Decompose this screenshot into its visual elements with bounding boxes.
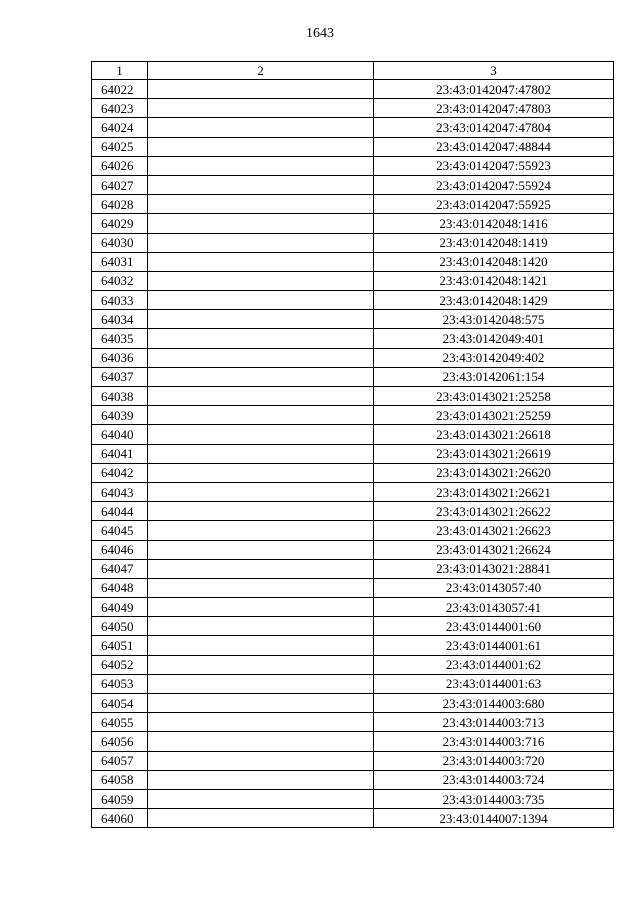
cadastral-number: 23:43:0142048:1416 xyxy=(374,214,614,233)
row-number: 64054 xyxy=(92,694,148,713)
row-number: 64026 xyxy=(92,156,148,175)
row-number: 64027 xyxy=(92,175,148,194)
row-description xyxy=(148,482,374,501)
row-description xyxy=(148,406,374,425)
cadastral-number: 23:43:0144003:680 xyxy=(374,694,614,713)
cadastral-number: 23:43:0143021:25258 xyxy=(374,387,614,406)
cadastral-table xyxy=(91,61,614,828)
table-row xyxy=(92,444,614,463)
row-description xyxy=(148,751,374,770)
cadastral-number: 23:43:0142048:1421 xyxy=(374,271,614,290)
cadastral-number: 23:43:0144003:735 xyxy=(374,789,614,808)
row-number: 64041 xyxy=(92,444,148,463)
cadastral-number: 23:43:0142047:47802 xyxy=(374,80,614,99)
row-number: 64047 xyxy=(92,559,148,578)
row-description xyxy=(148,175,374,194)
row-description xyxy=(148,732,374,751)
cadastral-number: 23:43:0143021:26622 xyxy=(374,502,614,521)
row-number: 64044 xyxy=(92,502,148,521)
page-number: 1643 xyxy=(306,26,334,41)
table-row xyxy=(92,732,614,751)
row-description xyxy=(148,137,374,156)
cadastral-number: 23:43:0142047:55923 xyxy=(374,156,614,175)
row-number: 64057 xyxy=(92,751,148,770)
row-number: 64032 xyxy=(92,271,148,290)
cadastral-number: 23:43:0143057:41 xyxy=(374,598,614,617)
table-row xyxy=(92,482,614,501)
row-description xyxy=(148,214,374,233)
row-number: 64025 xyxy=(92,137,148,156)
row-number: 64038 xyxy=(92,387,148,406)
table-row xyxy=(92,578,614,597)
row-description xyxy=(148,252,374,271)
row-number: 64049 xyxy=(92,598,148,617)
table-row xyxy=(92,502,614,521)
row-number: 64036 xyxy=(92,348,148,367)
row-description xyxy=(148,502,374,521)
row-description xyxy=(148,540,374,559)
table-row xyxy=(92,387,614,406)
table-row xyxy=(92,291,614,310)
cadastral-number: 23:43:0143021:26623 xyxy=(374,521,614,540)
header-col-3: 3 xyxy=(374,62,614,80)
row-number: 64048 xyxy=(92,578,148,597)
table-row xyxy=(92,713,614,732)
table-row xyxy=(92,674,614,693)
table-row xyxy=(92,118,614,137)
cadastral-number: 23:43:0142047:47803 xyxy=(374,99,614,118)
table-row xyxy=(92,156,614,175)
table-row xyxy=(92,99,614,118)
row-number: 64023 xyxy=(92,99,148,118)
table-row xyxy=(92,137,614,156)
table-row xyxy=(92,789,614,808)
cadastral-number: 23:43:0142048:575 xyxy=(374,310,614,329)
row-description xyxy=(148,809,374,828)
row-description xyxy=(148,636,374,655)
row-number: 64046 xyxy=(92,540,148,559)
row-description xyxy=(148,521,374,540)
table-row xyxy=(92,80,614,99)
row-description xyxy=(148,99,374,118)
cadastral-number: 23:43:0144001:60 xyxy=(374,617,614,636)
cadastral-number: 23:43:0143021:26620 xyxy=(374,463,614,482)
row-description xyxy=(148,291,374,310)
row-number: 64040 xyxy=(92,425,148,444)
cadastral-number: 23:43:0142047:55925 xyxy=(374,195,614,214)
table-row xyxy=(92,655,614,674)
cadastral-number: 23:43:0144003:720 xyxy=(374,751,614,770)
table-row xyxy=(92,406,614,425)
row-description xyxy=(148,367,374,386)
cadastral-number: 23:43:0144007:1394 xyxy=(374,809,614,828)
row-number: 64051 xyxy=(92,636,148,655)
cadastral-number: 23:43:0143021:28841 xyxy=(374,559,614,578)
row-description xyxy=(148,233,374,252)
table-row xyxy=(92,310,614,329)
table-row xyxy=(92,751,614,770)
header-col-1: 1 xyxy=(92,62,148,80)
cadastral-number: 23:43:0142048:1429 xyxy=(374,291,614,310)
row-number: 64030 xyxy=(92,233,148,252)
row-description xyxy=(148,559,374,578)
row-description xyxy=(148,770,374,789)
table-row xyxy=(92,271,614,290)
table-row xyxy=(92,521,614,540)
row-number: 64035 xyxy=(92,329,148,348)
row-description xyxy=(148,118,374,137)
row-description xyxy=(148,329,374,348)
row-description xyxy=(148,463,374,482)
table-row xyxy=(92,559,614,578)
row-description xyxy=(148,80,374,99)
table-row xyxy=(92,694,614,713)
row-number: 64056 xyxy=(92,732,148,751)
row-number: 64033 xyxy=(92,291,148,310)
cadastral-number: 23:43:0142049:402 xyxy=(374,348,614,367)
row-description xyxy=(148,713,374,732)
row-description xyxy=(148,674,374,693)
row-description xyxy=(148,425,374,444)
row-description xyxy=(148,310,374,329)
table-body xyxy=(92,80,614,828)
row-number: 64028 xyxy=(92,195,148,214)
header-col-2: 2 xyxy=(148,62,374,80)
table-row xyxy=(92,809,614,828)
row-description xyxy=(148,348,374,367)
cadastral-number: 23:43:0143021:26621 xyxy=(374,482,614,501)
table-row xyxy=(92,214,614,233)
cadastral-number: 23:43:0142048:1420 xyxy=(374,252,614,271)
row-number: 64034 xyxy=(92,310,148,329)
table-row xyxy=(92,463,614,482)
row-number: 64055 xyxy=(92,713,148,732)
table-row xyxy=(92,617,614,636)
cadastral-number: 23:43:0142047:48844 xyxy=(374,137,614,156)
table-row xyxy=(92,348,614,367)
cadastral-number: 23:43:0144003:713 xyxy=(374,713,614,732)
cadastral-number: 23:43:0144001:61 xyxy=(374,636,614,655)
row-description xyxy=(148,578,374,597)
row-number: 64031 xyxy=(92,252,148,271)
table-row xyxy=(92,598,614,617)
row-number: 64024 xyxy=(92,118,148,137)
row-number: 64022 xyxy=(92,80,148,99)
header-row xyxy=(92,62,614,80)
row-number: 64045 xyxy=(92,521,148,540)
cadastral-number: 23:43:0142049:401 xyxy=(374,329,614,348)
row-number: 64043 xyxy=(92,482,148,501)
table-row xyxy=(92,770,614,789)
row-description xyxy=(148,598,374,617)
row-number: 64037 xyxy=(92,367,148,386)
cadastral-number: 23:43:0144003:724 xyxy=(374,770,614,789)
table-row xyxy=(92,425,614,444)
cadastral-number: 23:43:0142061:154 xyxy=(374,367,614,386)
row-number: 64029 xyxy=(92,214,148,233)
table-row xyxy=(92,175,614,194)
cadastral-number: 23:43:0143021:26624 xyxy=(374,540,614,559)
table-row xyxy=(92,233,614,252)
row-description xyxy=(148,655,374,674)
cadastral-number: 23:43:0142047:55924 xyxy=(374,175,614,194)
row-number: 64042 xyxy=(92,463,148,482)
cadastral-number: 23:43:0143057:40 xyxy=(374,578,614,597)
row-description xyxy=(148,694,374,713)
cadastral-number: 23:43:0144001:63 xyxy=(374,674,614,693)
row-description xyxy=(148,444,374,463)
row-number: 64050 xyxy=(92,617,148,636)
table-row xyxy=(92,252,614,271)
cadastral-number: 23:43:0143021:25259 xyxy=(374,406,614,425)
cadastral-number: 23:43:0144003:716 xyxy=(374,732,614,751)
row-number: 64039 xyxy=(92,406,148,425)
cadastral-number: 23:43:0143021:26618 xyxy=(374,425,614,444)
table-row xyxy=(92,540,614,559)
row-description xyxy=(148,387,374,406)
row-description xyxy=(148,195,374,214)
row-number: 64060 xyxy=(92,809,148,828)
row-number: 64052 xyxy=(92,655,148,674)
row-description xyxy=(148,271,374,290)
row-number: 64053 xyxy=(92,674,148,693)
cadastral-number: 23:43:0144001:62 xyxy=(374,655,614,674)
row-description xyxy=(148,156,374,175)
cadastral-number: 23:43:0143021:26619 xyxy=(374,444,614,463)
table-row xyxy=(92,367,614,386)
row-number: 64059 xyxy=(92,789,148,808)
cadastral-number: 23:43:0142047:47804 xyxy=(374,118,614,137)
table-row xyxy=(92,195,614,214)
table-row xyxy=(92,329,614,348)
row-description xyxy=(148,617,374,636)
table-row xyxy=(92,636,614,655)
cadastral-number: 23:43:0142048:1419 xyxy=(374,233,614,252)
row-description xyxy=(148,789,374,808)
row-number: 64058 xyxy=(92,770,148,789)
